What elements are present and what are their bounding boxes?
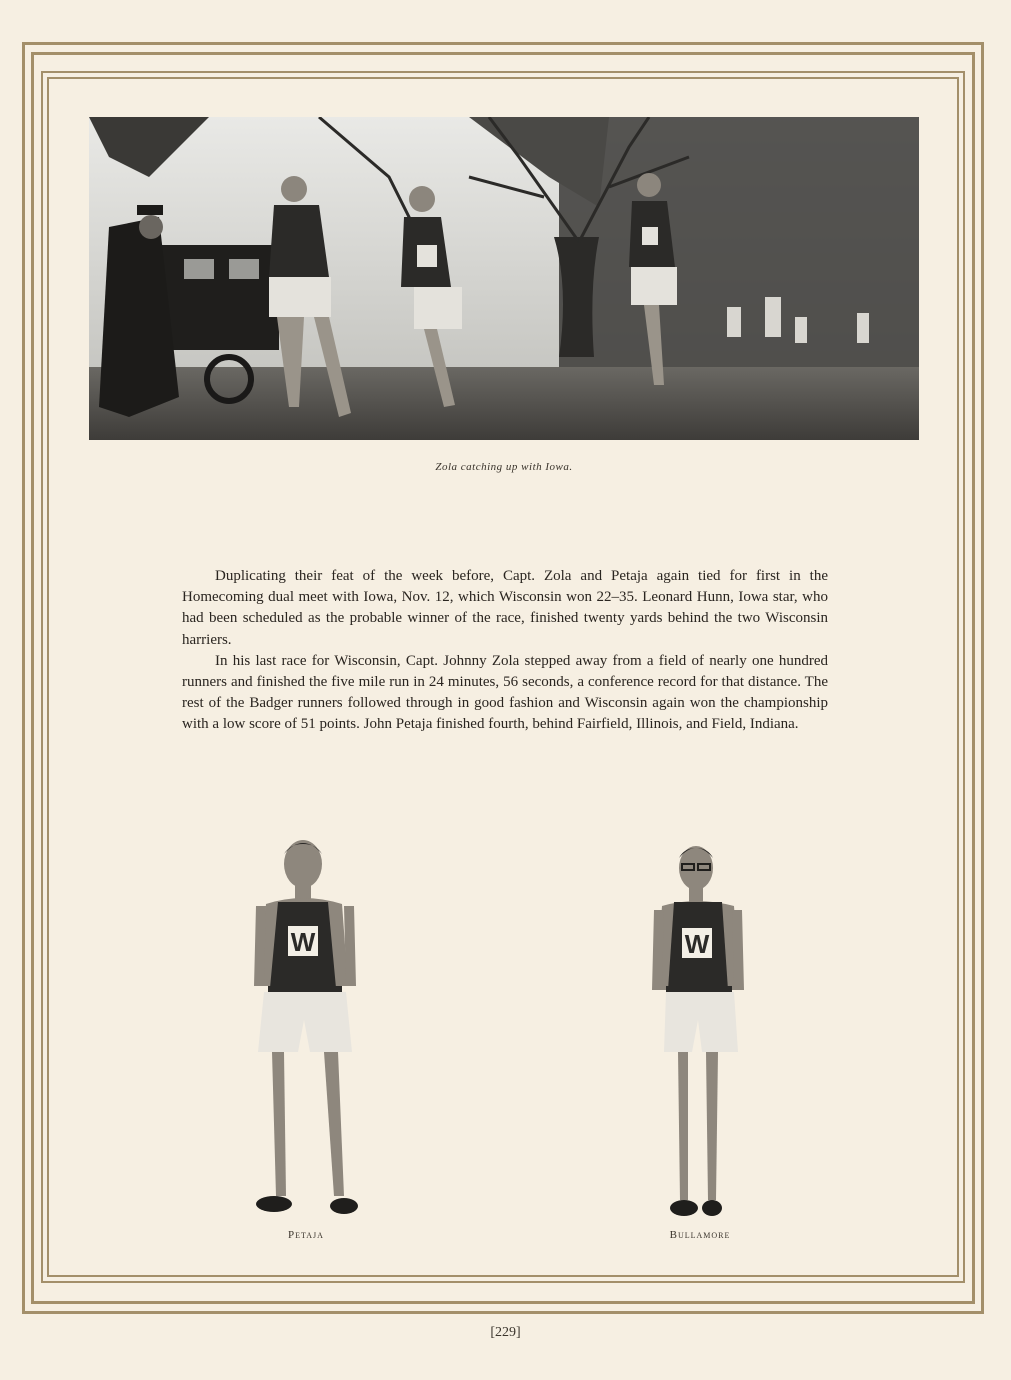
name-label-bullamore: Bullamore [669,1229,731,1241]
photo-caption: Zola catching up with Iowa. [435,461,573,473]
portrait-bullamore [652,840,764,1226]
jersey-letter: W [290,927,316,957]
name-label-petaja: Petaja [288,1229,324,1241]
article-body [182,566,828,736]
race-photo [89,117,919,440]
paragraph-1: Duplicating their feat of the week before, Capt. Zola and Petaja again tied for first in the Homecoming dual meet with Iowa, Nov. 12, which Wisconsin won 22–35. Leonard Hunn, Iowa star, who had been scheduled as the probable winner of the race, finished twenty yards behind the two Wisconsin harriers. [182,568,828,648]
paragraph-2: In his last race for Wisconsin, Capt. Johnny Zola stepped away from a field of nearly one hundred runners and finished the five mile run in 24 minutes, 56 seconds, a conference record for that distance. The rest of the Badger runners followed through in good fashion and Wisconsin again won the championship with a low score of 51 points. John Petaja finished fourth, behind Fairfield, Illinois, and Field, Indiana. [182,652,828,733]
jersey-letter: W [684,929,710,959]
page-number: [229] [490,1325,521,1340]
portrait-petaja [246,836,366,1226]
